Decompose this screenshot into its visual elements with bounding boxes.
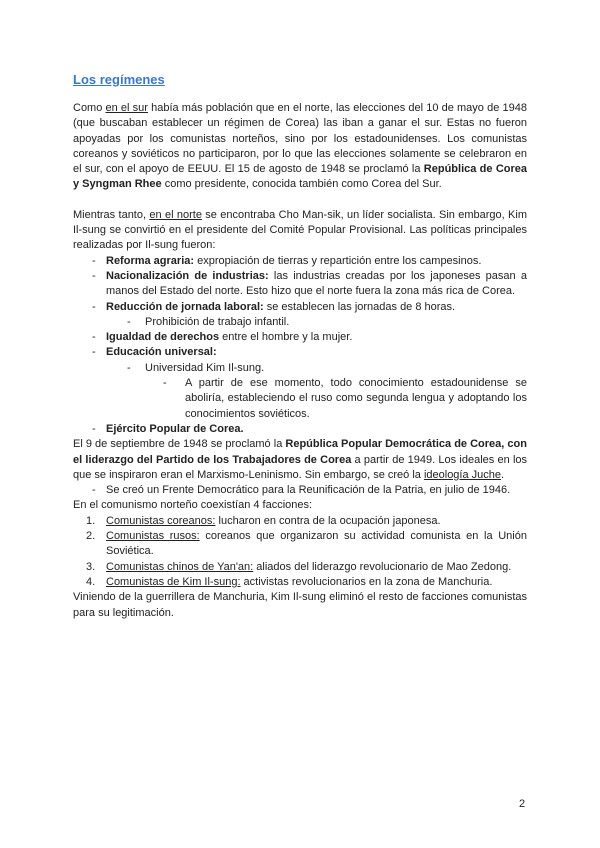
list-item: - Nacionalización de industrias: las industrias creadas por los japoneses pasan a manos del Estado del norte. Esto hizo que el norte fuera la zona más rica de Corea. <box>92 269 527 298</box>
paragraph-north: Mientras tanto, en el norte se encontraba Cho Man-sik, un líder socialista. Sin embargo, Kim Il-sung se convirtió en el presidente del Comité Popular Provisional. Las políticas principales realizadas por Il-sung fueron: <box>73 208 527 252</box>
list-item: - Educación universal: <box>92 346 217 359</box>
paragraph-south: Como en el sur había más población que en el norte, las elecciones del 10 de mayo de 1948 (que buscaban establecer un régimen de Corea) las iban a ganar el sur. Estas no fueron apoyadas por los comunistas norteños, sino por los estadounidenses. Los comunistas coreanos y soviéticos no participaron, por lo que las elecciones solamente se celebraron en el sur, con el apoyo de EEUU. El 15 de agosto de 1948 se proclamó la República de Corea y Syngman Rhee como presidente, conocida también como Corea del Sur. <box>73 102 528 191</box>
paragraph-conclusion: Viniendo de la guerrillera de Manchuria, Kim Il-sung eliminó el resto de facciones comunistas para su legitimación. <box>73 591 527 619</box>
list-item: - Prohibición de trabajo infantil. <box>127 315 290 328</box>
policies-list <box>73 254 527 438</box>
list-item: 1. Comunistas coreanos: lucharon en contra de la ocupación japonesa. <box>86 514 441 527</box>
list-item: 3. Comunistas chinos de Yan'an: aliados del liderazgo revolucionario de Mao Zedong. <box>86 560 512 573</box>
page-number: 2 <box>519 798 526 810</box>
factions-list <box>73 514 527 590</box>
list-item: - Universidad Kim Il-sung. <box>127 361 265 374</box>
list-item: - Ejército Popular de Corea. <box>92 422 244 435</box>
list-item: - A partir de ese momento, todo conocimiento estadounidense se aboliría, estableciendo el ruso como segunda lengua y adoptando los conocimientos soviéticos. <box>163 377 527 420</box>
list-item: - Reforma agraria: expropiación de tierras y repartición entre los campesinos. <box>92 254 482 267</box>
link-en-el-sur[interactable]: en el sur <box>105 102 148 114</box>
paragraph-factions-intro: En el comunismo norteño coexistían 4 facciones: <box>73 499 313 512</box>
document-body <box>73 101 527 621</box>
list-item: 4. Comunistas de Kim Il-sung: activistas revolucionarios en la zona de Manchuria. <box>86 575 493 588</box>
link-en-el-norte[interactable]: en el norte <box>149 208 202 221</box>
list-item: - Igualdad de derechos entre el hombre y la mujer. <box>92 331 353 344</box>
list-item: - Se creó un Frente Democrático para la Reunificación de la Patria, en julio de 1946. <box>92 484 511 497</box>
paragraph-rpdc: El 9 de septiembre de 1948 se proclamó la República Popular Democrática de Corea, con el liderazgo del Partido de los Trabajadores de Corea a partir de 1949. Los ideales en los que se inspiraron eran el Marxismo-Leninismo. Sin embargo, se creó la ideología Juche. <box>73 438 528 481</box>
list-item: - Reducción de jornada laboral: se establecen las jornadas de 8 horas. <box>92 300 456 313</box>
section-heading: Los regímenes <box>73 72 165 87</box>
link-ideologia-juche[interactable]: ideología Juche <box>423 468 502 481</box>
list-item: 2. Comunistas rusos: coreanos que organizaron su actividad comunista en la Unión Soviética. <box>86 530 527 558</box>
